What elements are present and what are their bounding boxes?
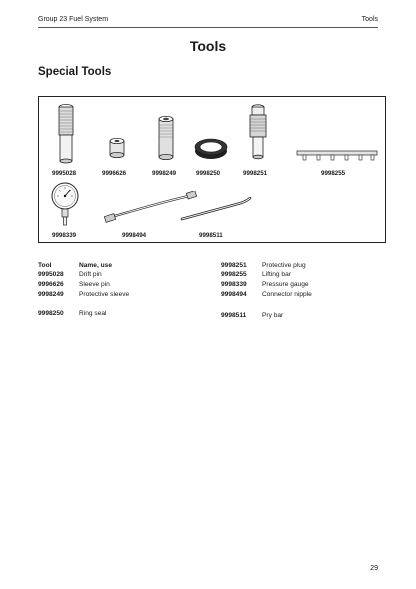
tool-code: 9998511 [221,312,247,319]
table-header-tool: Tool [38,262,52,269]
drift-pin-illustration [55,103,77,165]
tool-code: 9996626 [38,281,64,288]
figure-label: 9996626 [102,170,127,177]
figure-label: 9998251 [243,170,268,177]
figure-label: 9998255 [321,170,346,177]
tools-table-right [221,262,386,324]
running-header-left: Group 23 Fuel System [38,16,109,23]
tool-code: 9998250 [38,310,64,317]
pressure-gauge-illustration [49,181,81,227]
figure-label: 9998511 [199,232,223,239]
tool-code: 9998339 [221,281,247,288]
tool-code: 9995028 [38,271,64,278]
tool-name: Lifting bar [262,271,291,278]
sleeve-pin-illustration [108,137,126,159]
lifting-bar-illustration [295,147,379,163]
protective-sleeve-illustration [156,115,176,161]
header-divider [38,27,378,28]
figure-label: 9998494 [122,232,147,239]
tool-name: Drift pin [79,271,102,278]
page-title: Tools [189,38,227,54]
tool-name: Protective sleeve [79,291,130,298]
tool-name: Connector nipple [262,291,312,298]
tool-name: Ring seal [79,310,107,317]
tool-code: 9998249 [38,291,64,298]
ring-seal-illustration [193,137,229,161]
special-tools-figure [38,96,386,243]
tool-code: 9998255 [221,271,247,278]
figure-label: 9998249 [152,170,177,177]
figure-label: 9998339 [52,232,77,239]
table-header-name: Name, use [79,262,112,269]
tool-name: Pry bar [262,312,284,319]
tool-code: 9998494 [221,291,247,298]
figure-label: 9998250 [196,170,221,177]
tool-code: 9998251 [221,262,247,269]
tool-name: Sleeve pin [79,281,110,288]
figure-label: 9995028 [52,170,77,177]
pry-bar-illustration [179,197,253,223]
tool-name: Protective plug [262,262,306,269]
running-header-right: Tools [361,16,378,23]
protective-plug-illustration [247,103,269,163]
section-title: Special Tools [38,66,112,78]
tool-name: Pressure gauge [262,281,309,288]
tools-table-left [38,262,198,322]
page-number: 29 [370,565,378,572]
